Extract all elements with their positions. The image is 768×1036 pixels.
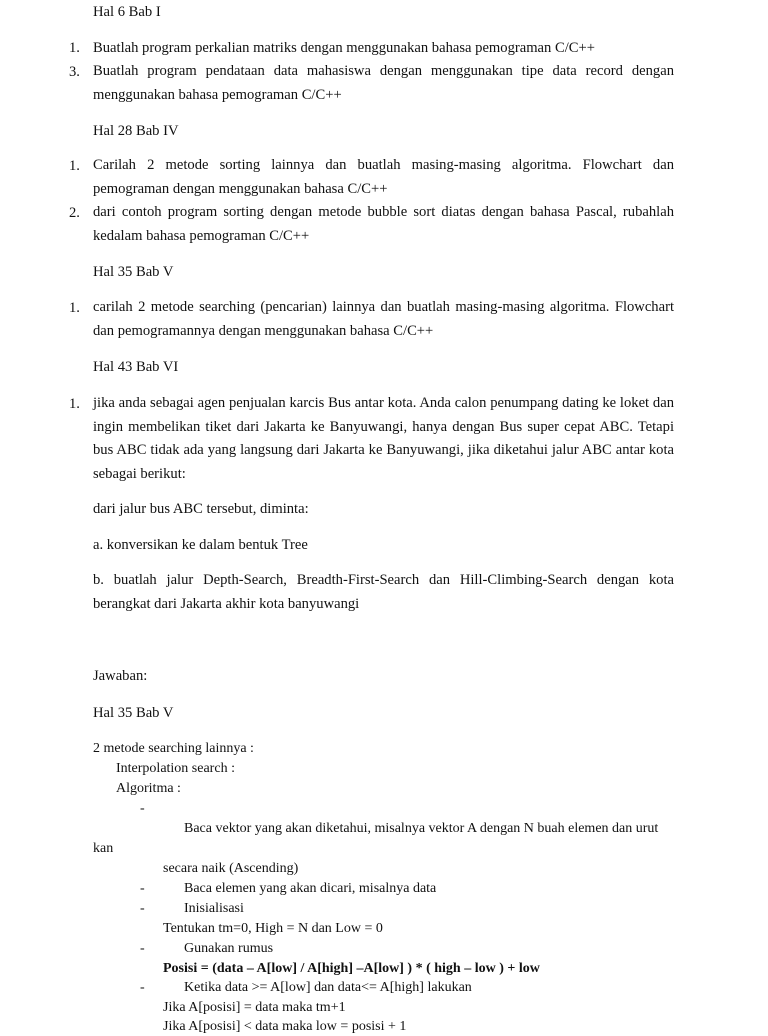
step-3-text: Inisialisasi	[184, 901, 244, 916]
list-item-text: jika anda sebagai agen penjualan karcis Bus antar kota. Anda calon penumpang dating ke loket dan ingin membelikan tiket dari Jakarta ke Banyuwangi, hanya dengan Bus super cepat ABC. Tetapi bus ABC tidak ada yang langsung dari Jakarta ke Banyuwangi, jika diketahui jalur ABC antar kota sebagai berikut:	[93, 395, 674, 482]
step-2-text: Baca elemen yang akan dicari, misalnya data	[184, 881, 437, 896]
section-heading-bab-1: Hal 6 Bab I	[93, 4, 161, 20]
list-number: 1.	[69, 300, 80, 316]
paragraph-diminta: dari jalur bus ABC tersebut, diminta:	[93, 501, 309, 517]
answer-heading: Hal 35 Bab V	[93, 705, 174, 721]
list-item-text: dari contoh program sorting dengan metode bubble sort diatas dengan bahasa Pascal, rubahlah kedalam bahasa pemograman C/C++	[93, 204, 674, 244]
bullet-dash: -	[140, 980, 145, 995]
list-item-text: carilah 2 metode searching (pencarian) lainnya dan buatlah masing-masing algoritma. Flowchart dan pemogramannya dengan menggunakan bahasa C/C++	[93, 299, 674, 339]
step-1-text: Baca vektor yang akan diketahui, misalnya vektor A dengan N buah elemen dan urut	[184, 821, 659, 836]
bullet-dash: -	[140, 941, 145, 956]
section-heading-bab-6: Hal 43 Bab VI	[93, 359, 179, 375]
section-heading-bab-4: Hal 28 Bab IV	[93, 123, 179, 139]
formula-text: Posisi = (data – A[low] / A[high] –A[low] ) * ( high – low ) + low	[163, 961, 540, 976]
step-5-text: Ketika data >= A[low] dan data<= A[high] lakukan	[184, 980, 472, 995]
bullet-dash: -	[140, 801, 145, 816]
algorithm-label: Algoritma :	[116, 781, 181, 796]
answer-label: Jawaban:	[93, 668, 148, 684]
bullet-dash: -	[140, 881, 145, 896]
method-name: Interpolation search :	[116, 761, 235, 776]
paragraph-option-b: b. buatlah jalur Depth-Search, Breadth-First-Search dan Hill-Climbing-Search dengan kota berangkat dari Jakarta akhir kota banyuwangi	[93, 572, 674, 612]
answer-intro: 2 metode searching lainnya :	[93, 741, 254, 756]
list-number: 1.	[69, 396, 80, 412]
list-item-text: Carilah 2 metode sorting lainnya dan buatlah masing-masing algoritma. Flowchart dan pemograman dengan menggunakan bahasa C/C++	[93, 157, 674, 197]
bullet-dash: -	[140, 901, 145, 916]
list-number: 3.	[69, 64, 80, 80]
list-number: 1.	[69, 40, 80, 56]
step-1-wrap: kan	[93, 841, 114, 856]
step-1-continuation: secara naik (Ascending)	[163, 861, 299, 876]
list-number: 1.	[69, 158, 80, 174]
list-number: 2.	[69, 205, 80, 221]
step-5-cut-line: Jika A[posisi] < data maka low = posisi + 1	[163, 1019, 407, 1034]
list-item-text: Buatlah program pendataan data mahasiswa dengan menggunakan tipe data record dengan menggunakan bahasa pemograman C/C++	[93, 63, 674, 103]
step-4-text: Gunakan rumus	[184, 941, 274, 956]
list-item-text: Buatlah program perkalian matriks dengan menggunakan bahasa pemograman C/C++	[93, 40, 595, 56]
section-heading-bab-5: Hal 35 Bab V	[93, 264, 174, 280]
paragraph-option-a: a. konversikan ke dalam bentuk Tree	[93, 537, 308, 553]
step-3-detail: Tentukan tm=0, High = N dan Low = 0	[163, 921, 383, 936]
step-5-detail: Jika A[posisi] = data maka tm+1	[163, 1000, 346, 1015]
